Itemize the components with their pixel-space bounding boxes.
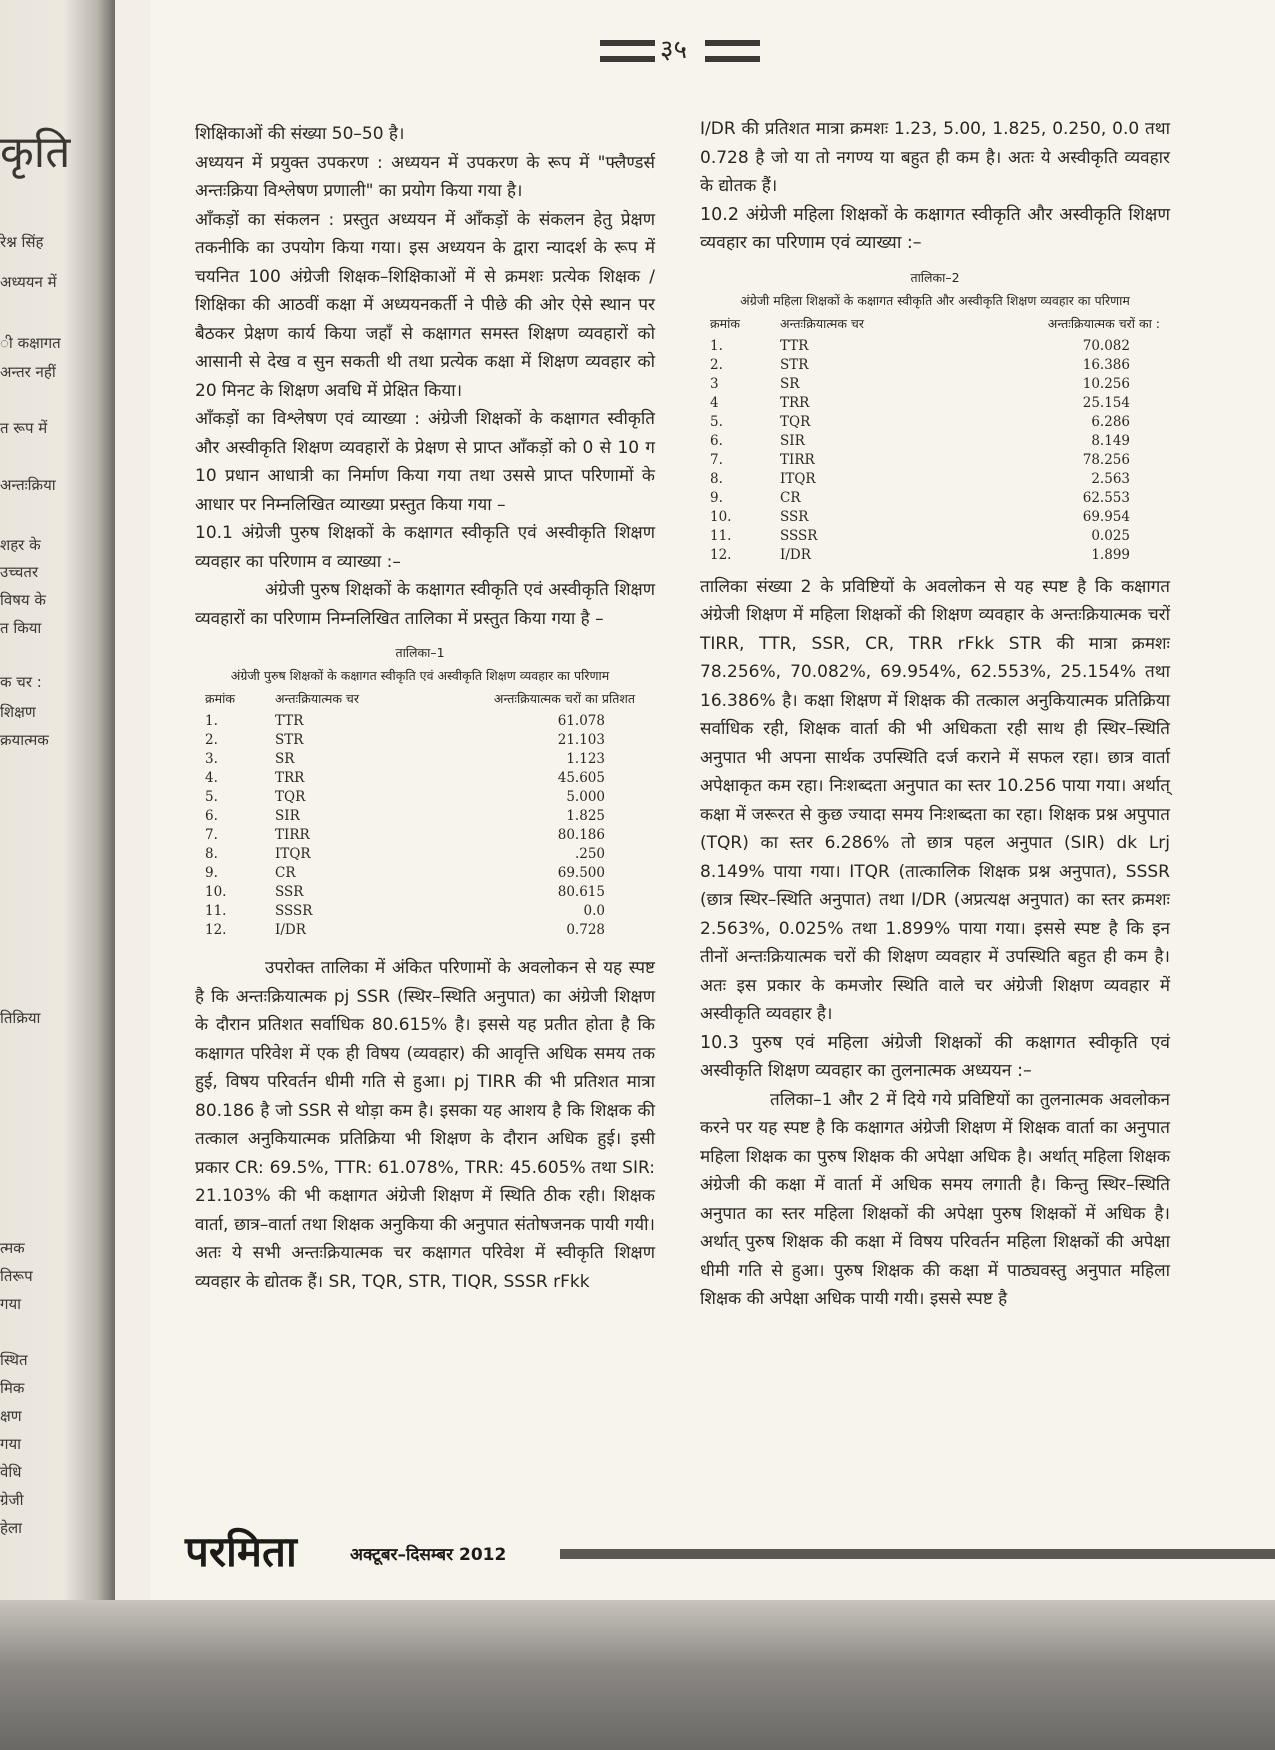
gutter-fragment: अन्तःक्रिया [0, 476, 56, 494]
row-number: 5. [710, 413, 723, 430]
variable-name: TQR [275, 789, 306, 805]
variable-name: TTR [275, 713, 304, 729]
gutter-fragment: मिक [0, 1379, 25, 1397]
variable-name: SR [275, 751, 295, 767]
table-row [700, 451, 1170, 470]
table-row [195, 788, 645, 807]
variable-name: CR [275, 865, 296, 881]
table-1 [195, 643, 655, 940]
table-row [195, 845, 645, 864]
row-number: 4. [205, 770, 218, 786]
variable-percent: 10.256 [1082, 375, 1130, 392]
gutter-fragment: कृति [0, 127, 71, 178]
row-number: 8. [710, 470, 723, 487]
table-row [700, 432, 1170, 451]
journal-logo: परमिता [185, 1527, 297, 1576]
variable-name: STR [780, 356, 809, 373]
gutter-fragment: अन्तर नहीं [0, 363, 56, 381]
table-row [700, 470, 1170, 489]
variable-percent: 6.286 [1091, 413, 1130, 430]
row-number: 9. [710, 489, 723, 506]
row-number: 10. [205, 884, 227, 900]
paragraph: अध्ययन में प्रयुक्त उपकरण : अध्ययन में उपकरण के रूप में "फ्लैण्डर्स अन्तःक्रिया विश्लेषण प्रणाली" का प्रयोग किया गया है। [195, 152, 655, 201]
variable-name: I/DR [780, 546, 811, 563]
column-header: अन्तःक्रियात्मक चर [275, 691, 359, 706]
column-header: क्रमांक [710, 315, 740, 331]
column-header: अन्तःक्रियात्मक चरों का प्रतिशत [493, 691, 635, 706]
row-number: 12. [710, 546, 732, 563]
gutter-fragment: अध्ययन में [0, 273, 57, 291]
table-row [700, 489, 1170, 508]
gutter-fragment: क चर : [0, 673, 42, 691]
variable-percent: 2.563 [1091, 470, 1130, 487]
section-heading: 10.1 अंग्रेजी पुरुष शिक्षकों के कक्षागत स्वीकृति एवं अस्वीकृति शिक्षण व्यवहार का परिणाम व व्याख्या :– [195, 523, 655, 572]
gutter-fragment: उच्चतर [0, 563, 39, 581]
gutter-fragment: ग्रेजी [0, 1491, 24, 1509]
variable-name: SIR [780, 432, 805, 449]
variable-percent: 45.605 [557, 770, 605, 786]
paragraph: आँकड़ों का संकलन : प्रस्तुत अध्ययन में आँकड़ों के संकलन हेतु प्रेक्षण तकनीकि का उपयोग किया गया। इस अध्ययन के द्वारा न्यादर्श के रूप में चयनित 100 अंग्रेजी शिक्षक–शिक्षिकाओं में से क्रमशः प्रत्येक शिक्षक / शिक्षिका की आठवीं कक्षा में अध्ययनकर्ती ने पीछे की ओर ऐसे स्थान पर बैठकर प्रेक्षण कार्य किया जहाँ से कक्षागत समस्त शिक्षण व्यवहारों को आसानी से देख व सुन सकती थी तथा प्रत्येक कक्षा में शिक्षण व्यवहार को 20 मिनट के शिक्षण अवधि में प्रेक्षित किया। [195, 209, 655, 401]
paragraph: तलिका–1 और 2 में दिये गये प्रविष्टियों का तुलनात्मक अवलोकन करने पर यह स्पष्ट है कि कक्षागत अंग्रेजी शिक्षण में शिक्षक वार्ता का अनुपात महिला शिक्षक का पुरुष शिक्षक की अपेक्षा अधिक है। अर्थात् महिला शिक्षक अंग्रेजी की कक्षा में वार्ता में अधिक समय लगाती है। किन्तु स्थिर–स्थिति अनुपात का स्तर महिला शिक्षकों की अपेक्षा पुरुष शिक्षकों में अधिक है। अर्थात् पुरुष शिक्षक की कक्षा में विषय परिवर्तन महिला शिक्षकों की अपेक्षा धीमी गति से हुआ। पुरुष शिक्षक की कक्षा में पाठ्यवस्तु अनुपात महिला शिक्षक की अपेक्षा अधिक पायी गयी। इससे स्पष्ट है [700, 1089, 1170, 1309]
table-row [700, 413, 1170, 432]
gutter-fragment: तिक्रिया [0, 1009, 41, 1027]
variable-name: SSSR [275, 903, 313, 919]
footer-rule [560, 1549, 1275, 1559]
variable-percent: 61.078 [557, 713, 605, 729]
row-number: 10. [710, 508, 732, 525]
table-row [195, 883, 645, 902]
table-row [195, 712, 645, 731]
row-number: 6. [205, 808, 218, 824]
column-header: क्रमांक [205, 691, 235, 706]
page-number-ornament [590, 18, 770, 78]
variable-name: ITQR [780, 470, 816, 487]
issue-date: अक्टूबर–दिसम्बर 2012 [350, 1545, 507, 1565]
variable-percent: 21.103 [557, 732, 605, 748]
left-column [195, 120, 655, 1296]
row-number: 4 [710, 394, 719, 411]
table-caption: अंग्रेजी पुरुष शिक्षकों के कक्षागत स्वीकृति एवं अस्वीकृति शिक्षण व्यवहार का परिणाम [230, 668, 610, 683]
variable-name: SIR [275, 808, 300, 824]
table-title: तालिका–1 [395, 645, 445, 660]
row-number: 12. [205, 922, 227, 938]
table-row [700, 546, 1170, 565]
column-header: अन्तःक्रियात्मक चरों का : [1047, 315, 1160, 331]
variable-name: TIRR [780, 451, 815, 468]
variable-name: ITQR [275, 846, 311, 862]
variable-name: SSSR [780, 527, 818, 544]
table-2 [700, 268, 1170, 565]
table-row [700, 527, 1170, 546]
table-caption: अंग्रेजी महिला शिक्षकों के कक्षागत स्वीकृति और अस्वीकृति शिक्षण व्यवहार का परिणाम [740, 292, 1130, 308]
table-header-row [195, 689, 645, 712]
variable-percent: 80.615 [557, 884, 605, 900]
row-number: 7. [205, 827, 218, 843]
table-header-row [700, 314, 1170, 337]
page-bottom-shadow [0, 1600, 1275, 1750]
table-row [195, 750, 645, 769]
paragraph: आँकड़ों का विश्लेषण एवं व्याख्या : अंग्रेजी शिक्षकों के कक्षागत स्वीकृति और अस्वीकृति शिक्षण व्यवहारों के प्रेक्षण से प्राप्त आँकड़ों को 0 से 10 ग 10 प्रधान आधात्री का निर्माण किया गया तथा उससे प्राप्त परिणामों के आधार पर निम्नलिखित व्याख्या प्रस्तुत किया गया – [195, 409, 655, 515]
variable-percent: 25.154 [1082, 394, 1130, 411]
variable-name: SSR [780, 508, 809, 525]
row-number: 7. [710, 451, 723, 468]
row-number: 8. [205, 846, 218, 862]
gutter-fragment: स्थित [0, 1351, 28, 1369]
page-number: ३५ [660, 35, 688, 65]
table-row [195, 807, 645, 826]
gutter-fragment: रेश्न सिंह [0, 233, 44, 251]
variable-name: SR [780, 375, 800, 392]
paragraph: उपरोक्त तालिका में अंकित परिणामों के अवलोकन से यह स्पष्ट है कि अन्तःक्रियात्मक pj SSR (स्थिर–स्थिति अनुपात) का अंग्रेजी शिक्षण के दौरान प्रतिशत सर्वाधिक 80.615% है। इससे यह प्रतीत होता है कि कक्षागत परिवेश में एक ही विषय (व्यवहार) की आवृत्ति अधिक समय तक हुई, विषय परिवर्तन धीमी गति से हुआ। pj TIRR की भी प्रतिशत मात्रा 80.186 है जो SSR से थोड़ा कम है। इसका यह आशय है कि शिक्षक की तत्काल अनुकियात्मक प्रतिक्रिया भी शिक्षण के दौरान अधिक हुई। इसी प्रकार CR: 69.5%, TTR: 61.078%, TRR: 45.605% तथा SIR: 21.103% की भी कक्षागत अंग्रेजी शिक्षण में स्थिति ठीक रही। शिक्षक वार्ता, छात्र–वार्ता तथा शिक्षक अनुकिया की अनुपात संतोषजनक पायी गयी। अतः ये सभी अन्तःक्रियात्मक चर कक्षागत परिवेश में स्वीकृति शिक्षण व्यवहार के द्योतक हैं। SR, TQR, STR, TIQR, SSSR rFkk [195, 958, 655, 1292]
journal-footer [175, 1527, 1275, 1578]
row-number: 5. [205, 789, 218, 805]
section-heading: 10.3 पुरुष एवं महिला अंग्रेजी शिक्षकों की कक्षागत स्वीकृति एवं अस्वीकृति शिक्षण व्यवहार का तुलनात्मक अध्ययन :– [700, 1032, 1170, 1081]
row-number: 11. [710, 527, 732, 544]
row-number: 11. [205, 903, 227, 919]
row-number: 3. [205, 751, 218, 767]
variable-percent: 80.186 [557, 827, 605, 843]
variable-percent: 70.082 [1082, 337, 1130, 354]
variable-percent: 0.025 [1091, 527, 1130, 544]
variable-percent: 1.123 [566, 751, 605, 767]
variable-name: TRR [780, 394, 810, 411]
variable-percent: 0.0 [583, 903, 605, 919]
table-row [195, 864, 645, 883]
gutter-fragment: गया [0, 1435, 22, 1453]
previous-page-gutter [0, 0, 115, 1750]
paragraph: शिक्षिकाओं की संख्या 50–50 है। [195, 124, 405, 144]
table-row [700, 337, 1170, 356]
gutter-fragment: तिरूप [0, 1267, 33, 1285]
table-row [700, 375, 1170, 394]
table-row [700, 508, 1170, 527]
paragraph: तालिका संख्या 2 के प्रविष्टियों के अवलोकन से यह स्पष्ट है कि कक्षागत अंग्रेजी शिक्षण में महिला शिक्षकों की शिक्षण व्यवहार के अन्तःक्रियात्मक चरों TIRR, TTR, SSR, CR, TRR rFkk STR की मात्रा क्रमशः 78.256%, 70.082%, 69.954%, 62.553%, 25.154% तथा 16.386% है। कक्षा शिक्षण में शिक्षक की तत्काल अनुकियात्मक प्रतिक्रिया सर्वाधिक रही, शिक्षक वार्ता की भी अधिकता रही साथ ही स्थिर–स्थिति अनुपात भी अपना सार्थक उपस्थिति दर्ज कराने में सफल रहा। छात्र वार्ता अपेक्षाकृत कम रहा। निःशब्दता अनुपात का स्तर 10.256 पाया गया। अर्थात् कक्षा में जरूरत से कुछ ज्यादा समय निःशब्दता का रहा। शिक्षक प्रश्न अपुपात (TQR) का स्तर 6.286% तो छात्र पहल अनुपात (SIR) dk Lrj 8.149% पाया गया। ITQR (तात्कालिक शिक्षक प्रश्न अनुपात), SSSR (छात्र स्थिर–स्थिति अनुपात) तथा I/DR (अप्रत्यक्ष अनुपात) का स्तर क्रमशः 2.563%, 0.025% तथा 1.899% पाया गया। इससे स्पष्ट है कि इन तीनों अन्तःक्रियात्मक चरों की शिक्षण व्यवहार में उपस्थिति बहुत ही कम है। अतः इस प्रकार के कमजोर स्थिति वाले चर अंग्रेजी शिक्षण व्यवहार में अस्वीकृति व्यवहार है। [700, 576, 1170, 1024]
row-number: 3 [710, 375, 719, 392]
variable-percent: 1.899 [1091, 546, 1130, 563]
gutter-fragment: क्षण [0, 1407, 22, 1425]
table-row [195, 731, 645, 750]
gutter-fragment: त्मक [0, 1239, 25, 1257]
variable-name: STR [275, 732, 304, 748]
row-number: 2. [710, 356, 723, 373]
variable-percent: 8.149 [1091, 432, 1130, 449]
column-header: अन्तःक्रियात्मक चर [780, 315, 864, 331]
variable-name: I/DR [275, 922, 306, 938]
variable-name: CR [780, 489, 801, 506]
table-row [700, 356, 1170, 375]
variable-percent: 5.000 [566, 789, 605, 805]
variable-percent: 16.386 [1082, 356, 1130, 373]
variable-percent: .250 [574, 846, 605, 862]
gutter-fragment: त किया [0, 619, 42, 637]
variable-percent: 1.825 [566, 808, 605, 824]
gutter-fragment: विषय के [0, 591, 46, 609]
variable-name: TQR [780, 413, 811, 430]
variable-percent: 69.500 [557, 865, 605, 881]
gutter-fragment: शहर के [0, 536, 41, 554]
gutter-fragment: वेधि [0, 1463, 22, 1481]
variable-name: TTR [780, 337, 809, 354]
table-row [195, 902, 645, 921]
row-number: 1. [710, 337, 723, 354]
table-title: तालिका–2 [910, 269, 960, 285]
variable-percent: 62.553 [1082, 489, 1130, 506]
table-row [700, 394, 1170, 413]
table-row [195, 769, 645, 788]
table-row [195, 921, 645, 940]
variable-name: TRR [275, 770, 305, 786]
gutter-fragment: गया [0, 1295, 22, 1313]
section-heading: 10.2 अंग्रेजी महिला शिक्षकों के कक्षागत स्वीकृति और अस्वीकृति शिक्षण व्यवहार का परिणाम एवं व्याख्या :– [700, 204, 1170, 253]
paragraph: I/DR की प्रतिशत मात्रा क्रमशः 1.23, 5.00, 1.825, 0.250, 0.0 तथा 0.728 है जो या तो नगण्य या बहुत ही कम है। अतः ये अस्वीकृति व्यवहार के द्योतक हैं। [700, 119, 1170, 196]
table-row [195, 826, 645, 845]
gutter-fragment: हेला [0, 1519, 23, 1537]
row-number: 2. [205, 732, 218, 748]
variable-name: TIRR [275, 827, 310, 843]
right-column [700, 115, 1170, 1314]
row-number: 9. [205, 865, 218, 881]
variable-percent: 78.256 [1082, 451, 1130, 468]
row-number: 6. [710, 432, 723, 449]
gutter-fragment: शिक्षण [0, 703, 36, 721]
paragraph: अंग्रेजी पुरुष शिक्षकों के कक्षागत स्वीकृति एवं अस्वीकृति शिक्षण व्यवहारों का परिणाम निम्नलिखित तालिका में प्रस्तुत किया गया है – [195, 580, 655, 629]
row-number: 1. [205, 713, 218, 729]
gutter-fragment: क्रयात्मक [0, 731, 49, 749]
gutter-fragment: त रूप में [0, 419, 48, 437]
variable-percent: 0.728 [566, 922, 605, 938]
variable-percent: 69.954 [1082, 508, 1130, 525]
gutter-fragment: ी कक्षागत [0, 334, 61, 352]
variable-name: SSR [275, 884, 304, 900]
